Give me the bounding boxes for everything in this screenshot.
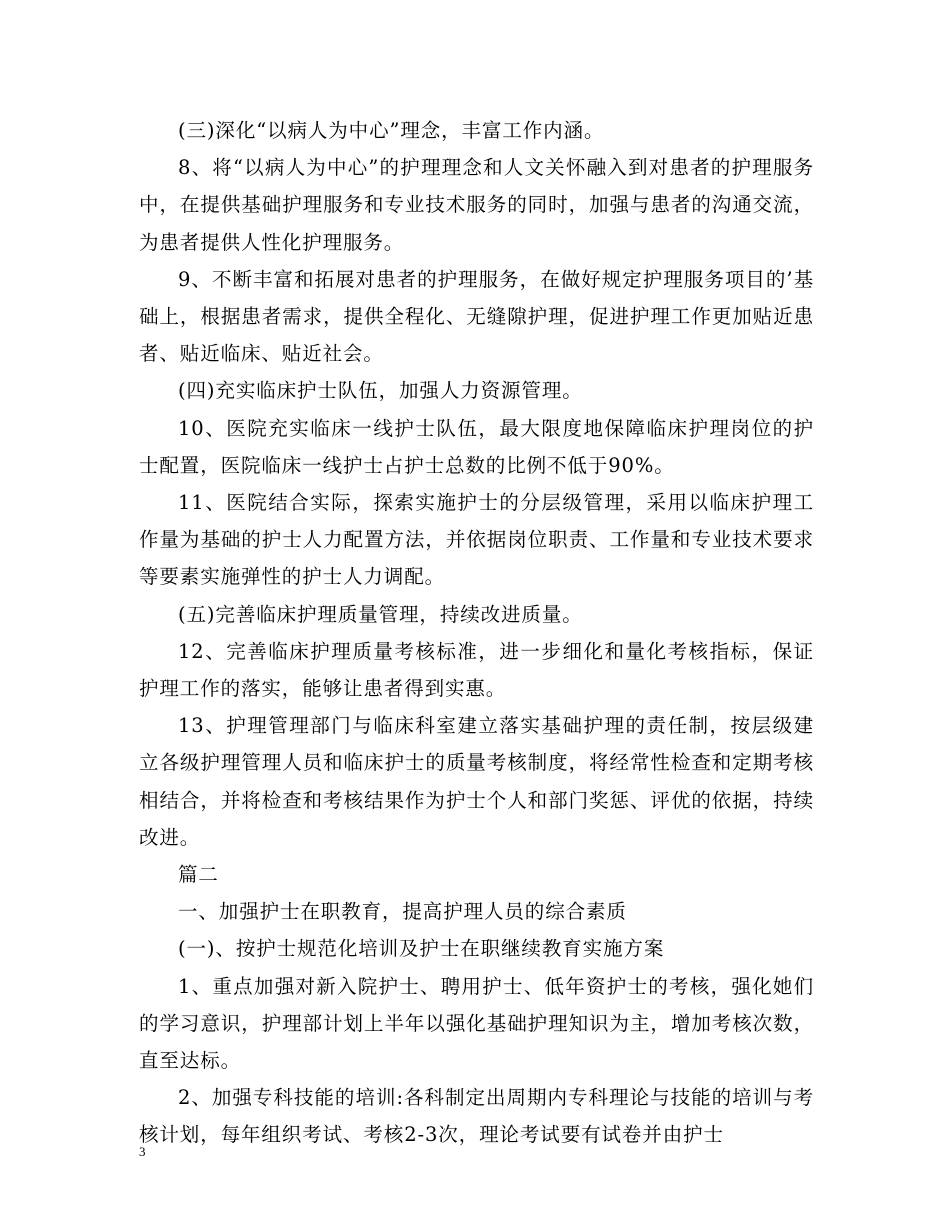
paragraph-item-1: 1、重点加强对新入院护士、聘用护士、低年资护士的考核，强化她们的学习意识，护理部计划上半年以强化基础护理知识为主，增加考核次数，直至达标。 [139, 974, 814, 1073]
paragraph-item-8: 8、将“以病人为中心”的护理理念和人文关怀融入到对患者的护理服务中，在提供基础护理服务和专业技术服务的同时，加强与患者的沟通交流，为患者提供人性化护理服务。 [139, 156, 814, 254]
section-heading-four: (四)充实临床护士队伍，加强人力资源管理。 [178, 379, 583, 403]
paragraph-item-10: 10、医院充实临床一线护士队伍，最大限度地保障临床护理岗位的护士配置，医院临床一线护士占护士总数的比例不低于90%。 [139, 416, 814, 477]
paragraph-item-11: 11、医院结合实际，探索实施护士的分层级管理，采用以临床护理工作量为基础的护士人力配置方法，并依据岗位职责、工作量和专业技术要求等要素实施弹性的护士人力调配。 [139, 491, 814, 589]
section-heading-three: (三)深化“以病人为中心”理念，丰富工作内涵。 [178, 119, 605, 142]
section-heading-five: (五)完善临床护理质量管理，持续改进质量。 [178, 602, 583, 626]
page-number: 3 [139, 1144, 146, 1159]
paragraph-item-13: 13、护理管理部门与临床科室建立落实基础护理的责任制，按层级建立各级护理管理人员和临床护士的质量考核制度，将经常性检查和定期考核相结合，并将检查和考核结果作为护士个人和部门奖惩、评优的依据，持续改进。 [139, 714, 814, 849]
subsection-heading-one: (一)、按护士规范化培训及护士在职继续教育实施方案 [178, 937, 665, 961]
paragraph-item-12: 12、完善临床护理质量考核标准，进一步细化和量化考核指标，保证护理工作的落实，能够让患者得到实惠。 [139, 639, 814, 701]
document-body [139, 112, 814, 1154]
paragraph-item-2: 2、加强专科技能的培训:各科制定出周期内专科理论与技能的培训与考核计划，每年组织考试、考核2-3次，理论考试要有试卷并由护士 [139, 1086, 814, 1147]
part-heading-one: 一、加强护士在职教育，提高护理人员的综合素质 [178, 900, 627, 924]
paragraph-item-9: 9、不断丰富和拓展对患者的护理服务，在做好规定护理服务项目的’基础上，根据患者需求，提供全程化、无缝隙护理，促进护理工作更加贴近患者、贴近临床、贴近社会。 [139, 267, 814, 366]
chapter-heading: 篇二 [178, 863, 219, 887]
